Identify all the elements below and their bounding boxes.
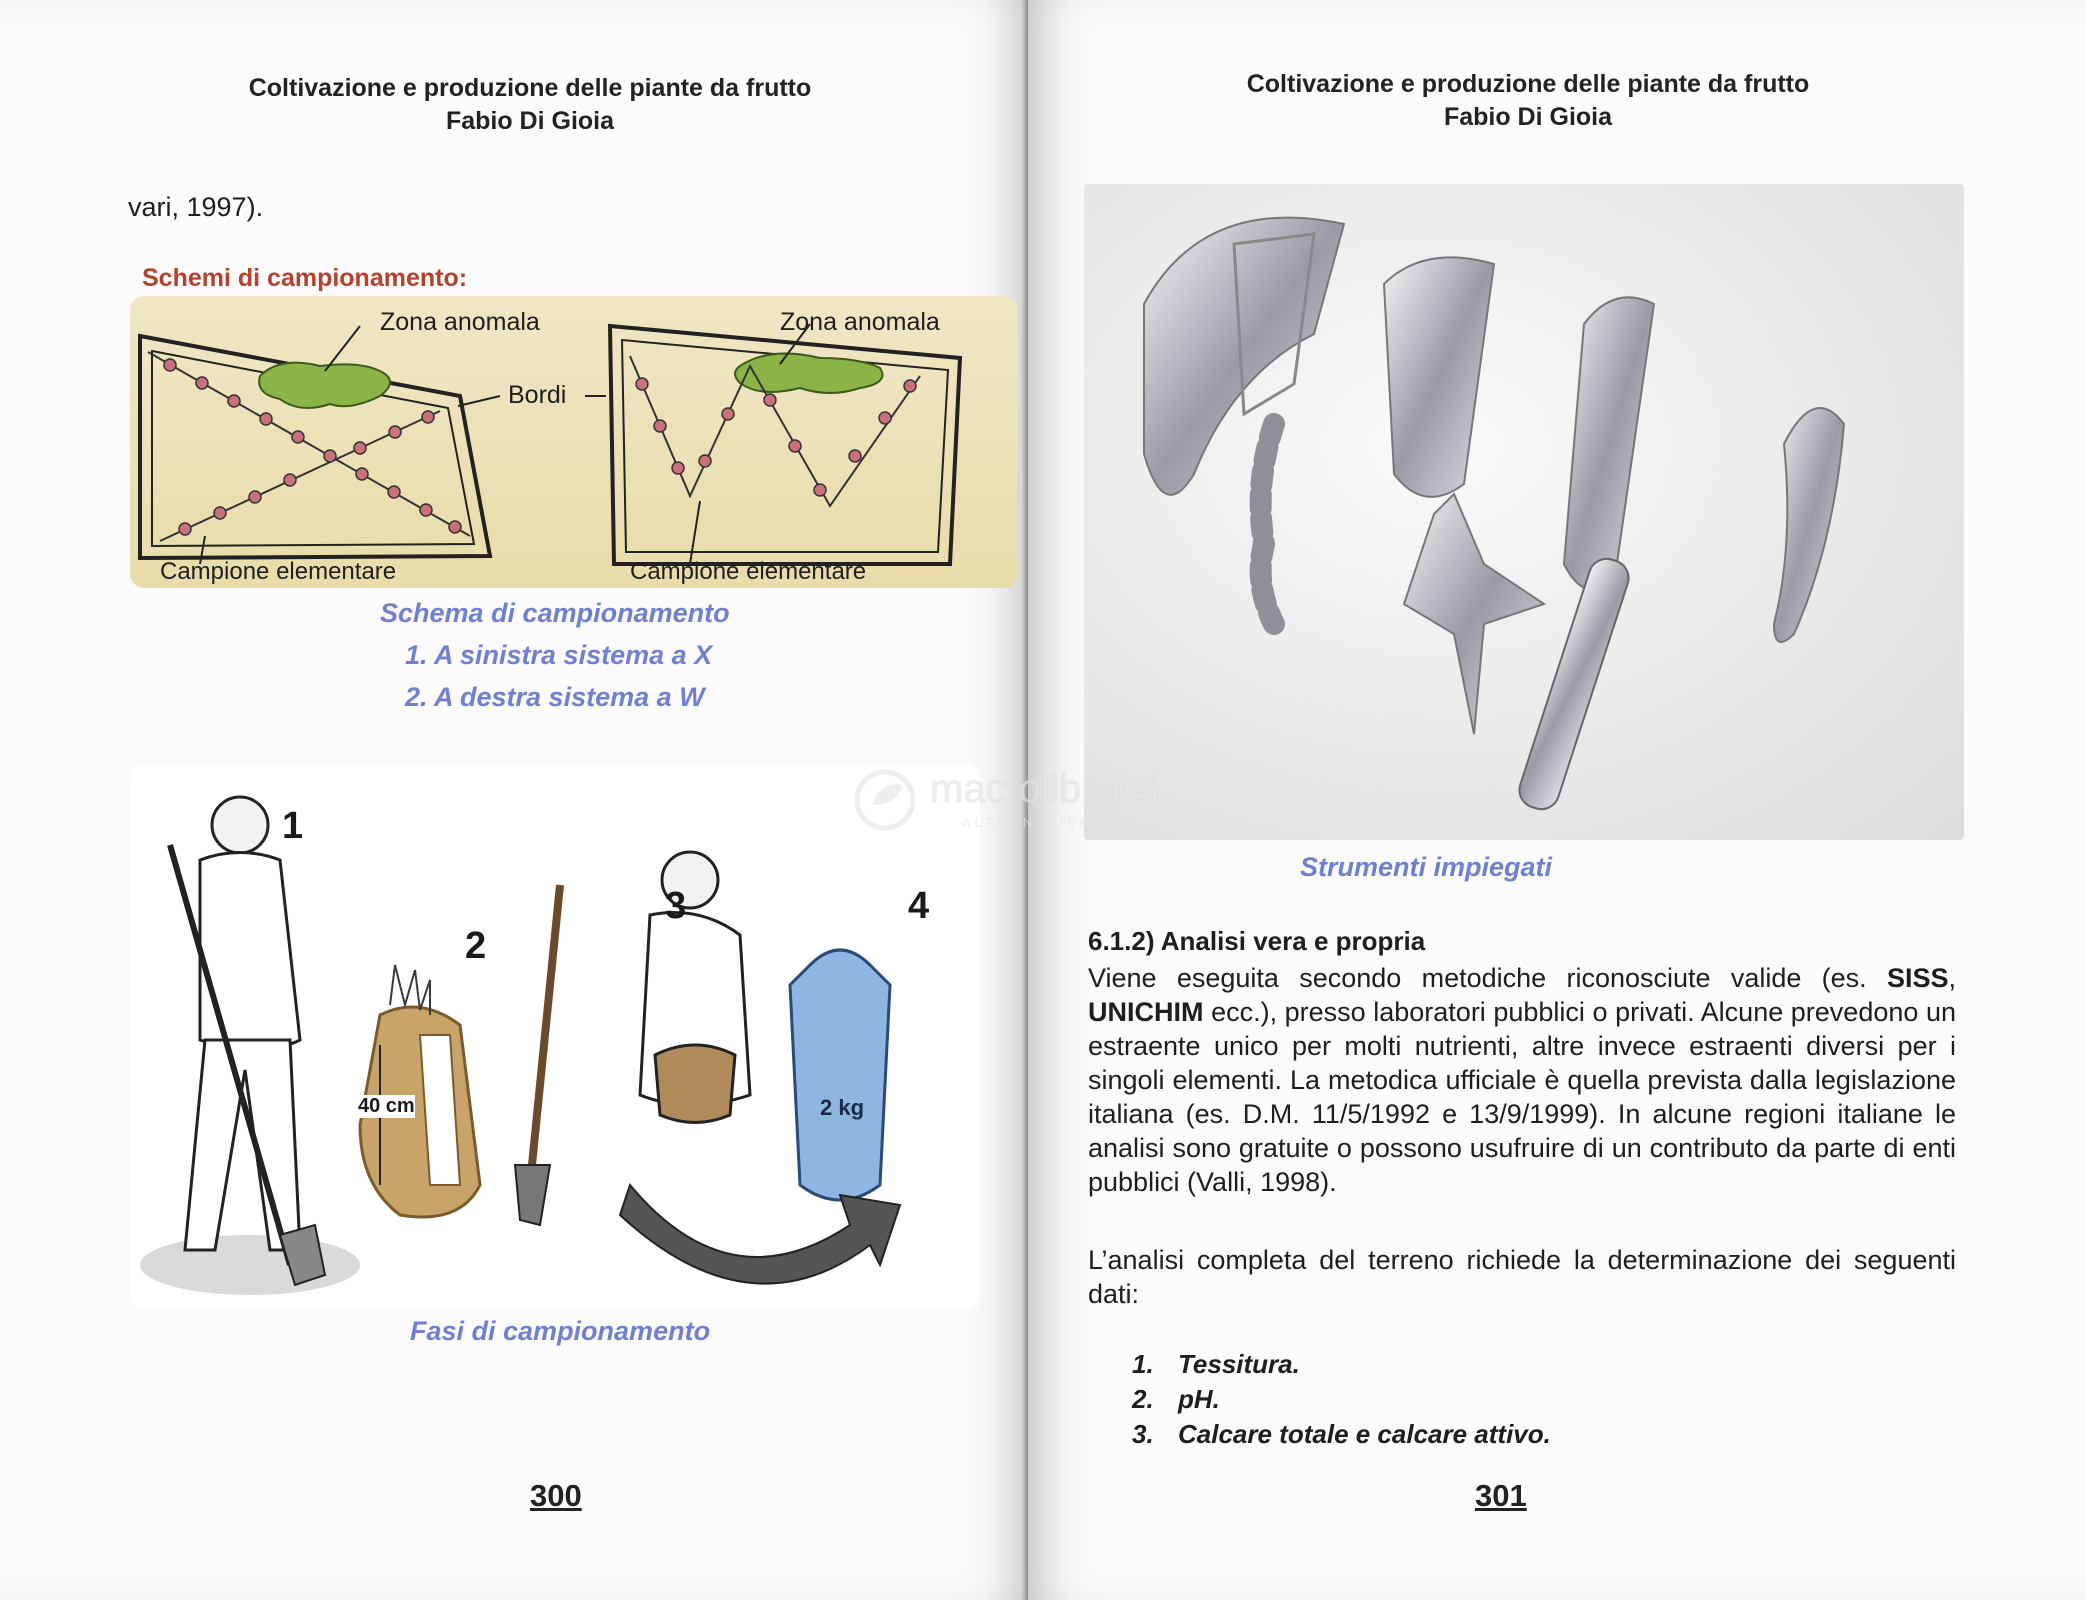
list-text: Calcare totale e calcare attivo. xyxy=(1178,1419,1551,1449)
sampling-schema-diagram xyxy=(130,296,1018,588)
determination-paragraph: L’analisi completa del terreno richiede la determinazione dei seguenti dati: xyxy=(1088,1245,1956,1309)
depth-label: 40 cm xyxy=(358,1095,415,1117)
list-item xyxy=(1132,1347,1551,1382)
paragraph-text: Viene eseguita secondo metodiche riconosciute valide (es. xyxy=(1088,963,1887,993)
book-title: Coltivazione e produzione delle piante da frutto xyxy=(248,74,812,102)
sampling-schema-figure xyxy=(130,296,1018,588)
bag-label: 2 kg xyxy=(820,1095,865,1120)
step-number-3: 3 xyxy=(665,885,687,927)
tools-caption: Strumenti impiegati xyxy=(1300,852,1553,882)
list-item xyxy=(1132,1417,1551,1452)
book-author: Fabio Di Gioia xyxy=(445,107,615,135)
section-heading: 6.1.2) Analisi vera e propria xyxy=(1088,926,1426,956)
watermark-logo-icon xyxy=(850,765,920,835)
watermark-tagline: ALTERNATIVA NATURALE xyxy=(962,815,1200,830)
label-bordi: Bordi xyxy=(508,381,567,409)
book-author: Fabio Di Gioia xyxy=(1443,103,1613,131)
schema-caption-item-1: 1. A sinistra sistema a X xyxy=(405,640,713,670)
right-page-number: 301 xyxy=(1475,1478,1527,1513)
phases-caption: Fasi di campionamento xyxy=(410,1316,711,1346)
list-number: 2. xyxy=(1132,1384,1154,1414)
sampling-phases-figure xyxy=(130,765,980,1310)
list-number: 3. xyxy=(1132,1419,1154,1449)
list-number: 1. xyxy=(1132,1349,1154,1379)
right-page-header xyxy=(1178,68,1878,134)
list-text: pH. xyxy=(1178,1384,1220,1414)
label-zona-anomala-right: Zona anomala xyxy=(780,308,940,336)
left-page-header xyxy=(180,72,880,138)
intro-text: vari, 1997). xyxy=(128,192,264,222)
watermark-brand: macrolibrarsi xyxy=(930,767,1159,811)
section-title: Schemi di campionamento: xyxy=(142,264,468,292)
step-number-4: 4 xyxy=(908,885,930,927)
soil-sampling-tools-image xyxy=(1084,184,1964,840)
analysis-list xyxy=(1132,1347,1551,1452)
label-campione-elementare-right: Campione elementare xyxy=(630,558,867,585)
list-text: Tessitura. xyxy=(1178,1349,1300,1379)
schema-caption-title: Schema di campionamento xyxy=(380,598,730,628)
label-campione-elementare-left: Campione elementare xyxy=(160,558,397,585)
step-number-1: 1 xyxy=(282,805,304,847)
schema-caption-item-2: 2. A destra sistema a W xyxy=(405,682,705,712)
paragraph-separator: , xyxy=(1948,963,1956,993)
show-through-text xyxy=(890,200,897,232)
sampling-phases-illustration xyxy=(130,765,980,1310)
paragraph-text-continued: ecc.), presso laboratori pubblici o privati. Alcune prevedono un estraente unico per molti nutrienti, altre invece estraenti diversi per i singoli elementi. La metodica ufficiale è quella prevista dalla legislazione italiana (es. D.M. 11/5/1992 e 13/9/1999). In alcune regioni italiane le analisi sono gratuite o possono usufruire di un contributo da parte di enti pubblici (Valli, 1998). xyxy=(1088,997,1956,1197)
method-siss: SISS xyxy=(1886,963,1949,993)
list-item xyxy=(1132,1382,1551,1417)
tools-photo xyxy=(1084,184,1964,840)
label-zona-anomala-left: Zona anomala xyxy=(380,308,540,336)
macrolibrarsi-watermark xyxy=(850,765,1270,835)
step-number-2: 2 xyxy=(465,925,487,967)
analysis-paragraph xyxy=(1088,961,1956,1199)
left-page-number: 300 xyxy=(530,1478,582,1513)
method-unichim: UNICHIM xyxy=(1088,997,1204,1027)
book-title: Coltivazione e produzione delle piante da frutto xyxy=(1246,70,1810,98)
